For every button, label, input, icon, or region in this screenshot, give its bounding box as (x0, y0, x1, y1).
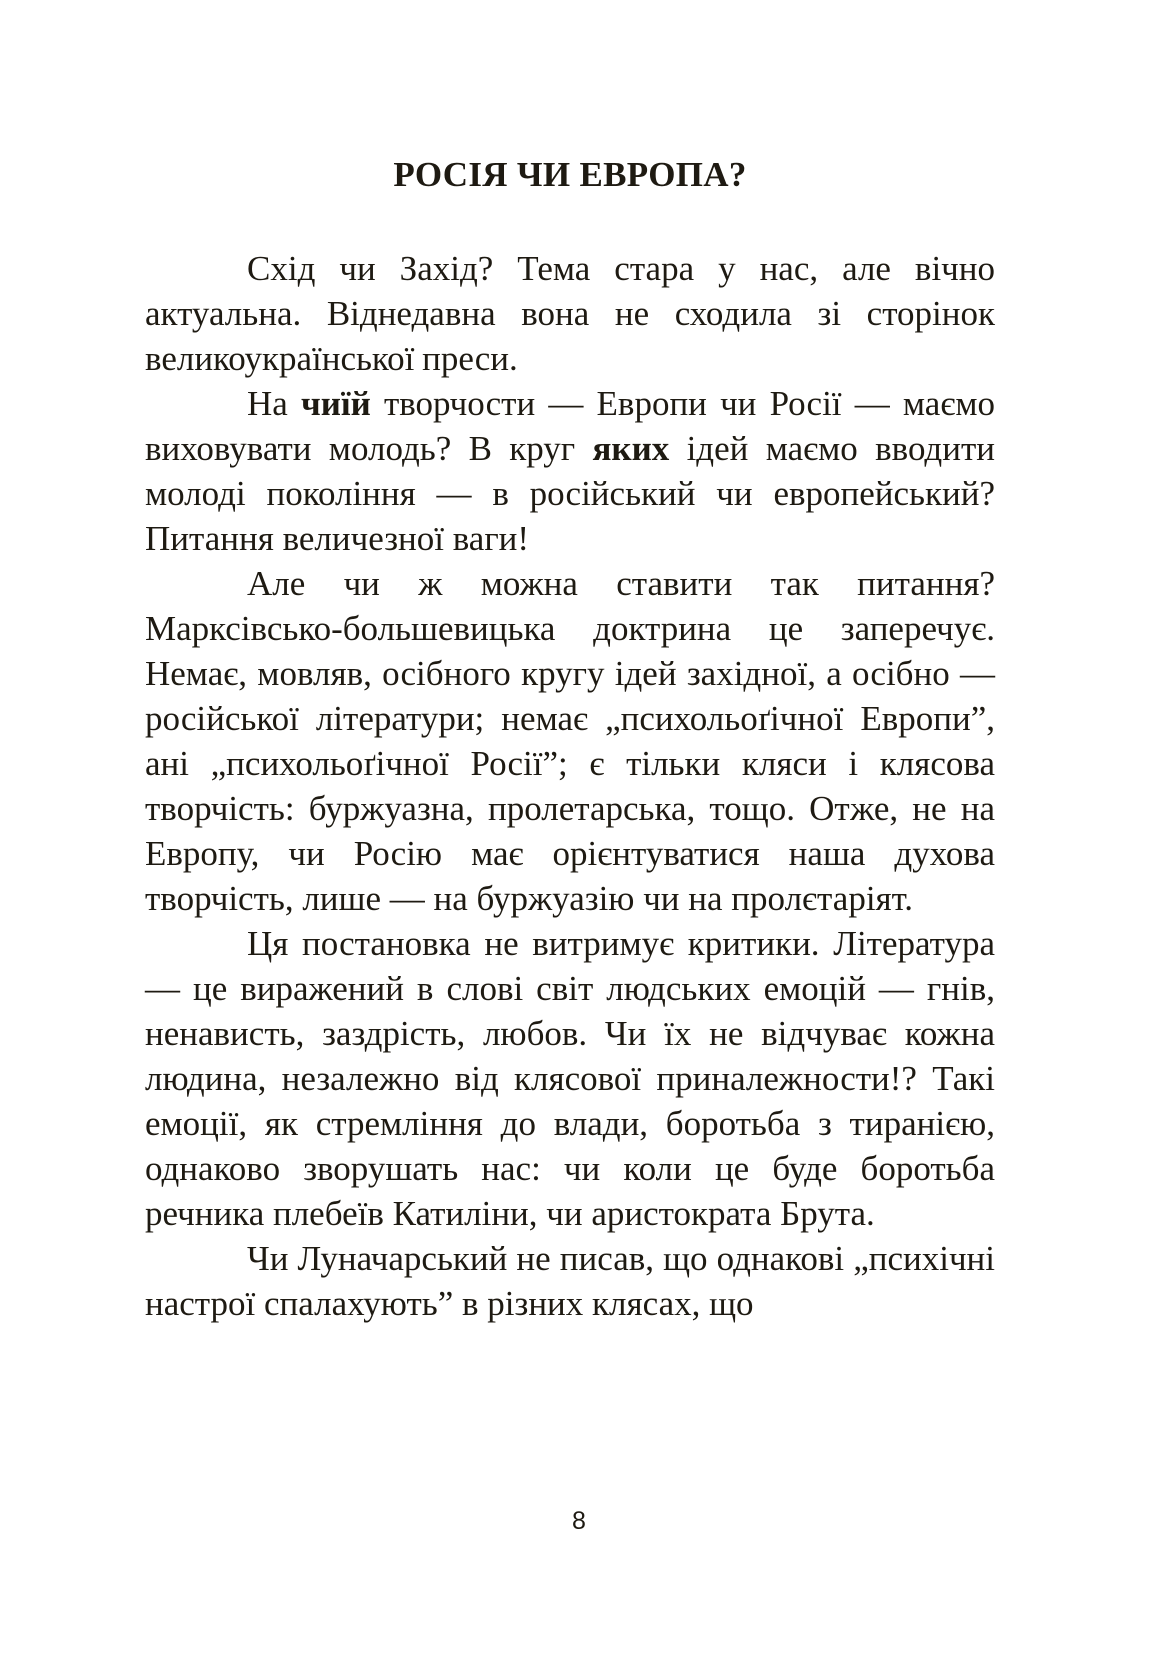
paragraph-3: Але чи ж можна ставити так питання? Марксівсько-большевицька доктрина це заперечує. Немає, мовляв, осібного кругу ідей західної, а осібно — російської літератури; немає „психольоґічної Европи”, ані „психольоґічної Росії”; є тільки кляси і клясова творчість: буржуазна, пролетарська, тощо. Отже, не на Европу, чи Росію має орієнтуватися наша духова творчість, лише — на буржуазію чи на пролєтаріят. (145, 564, 995, 918)
paragraph-2-bold-2: яких (592, 429, 670, 468)
chapter-title: РОСІЯ ЧИ ЕВРОПА? (393, 155, 747, 194)
paragraph-5: Чи Луначарський не писав, що однакові „психічні настрої спалахують” в різних клясах, що (145, 1239, 995, 1323)
paragraph-2-text-1: На (247, 384, 301, 423)
paragraph-2-bold-1: чиїй (300, 384, 371, 423)
paragraph-1: Схід чи Захід? Тема стара у нас, але вічно актуальна. Віднедавна вона не сходила зі сторінок великоукраїнської преси. (145, 249, 995, 378)
paragraph-2-text-3: ідей маємо вводити молоді покоління — в російський чи европейський? Питання величезної ваги! (145, 429, 996, 558)
body-text (145, 246, 995, 1326)
page-number: 8 (572, 1507, 586, 1535)
paragraph-2 (145, 381, 995, 561)
paragraph-4: Ця постановка не витримує критики. Література — це виражений в слові світ людських емоцій — гнів, ненависть, заздрість, любов. Чи їх не відчуває кожна людина, незалежно від клясової приналежности!? Такі емоції, як стремління до влади, боротьба з тиранією, однаково зворушать нас: чи коли це буде боротьба речника плебеїв Катиліни, чи аристократа Брута. (145, 924, 995, 1233)
paragraph-2-text-2: творчости — Европи чи Росії — маємо виховувати молодь? В круг (145, 384, 995, 468)
